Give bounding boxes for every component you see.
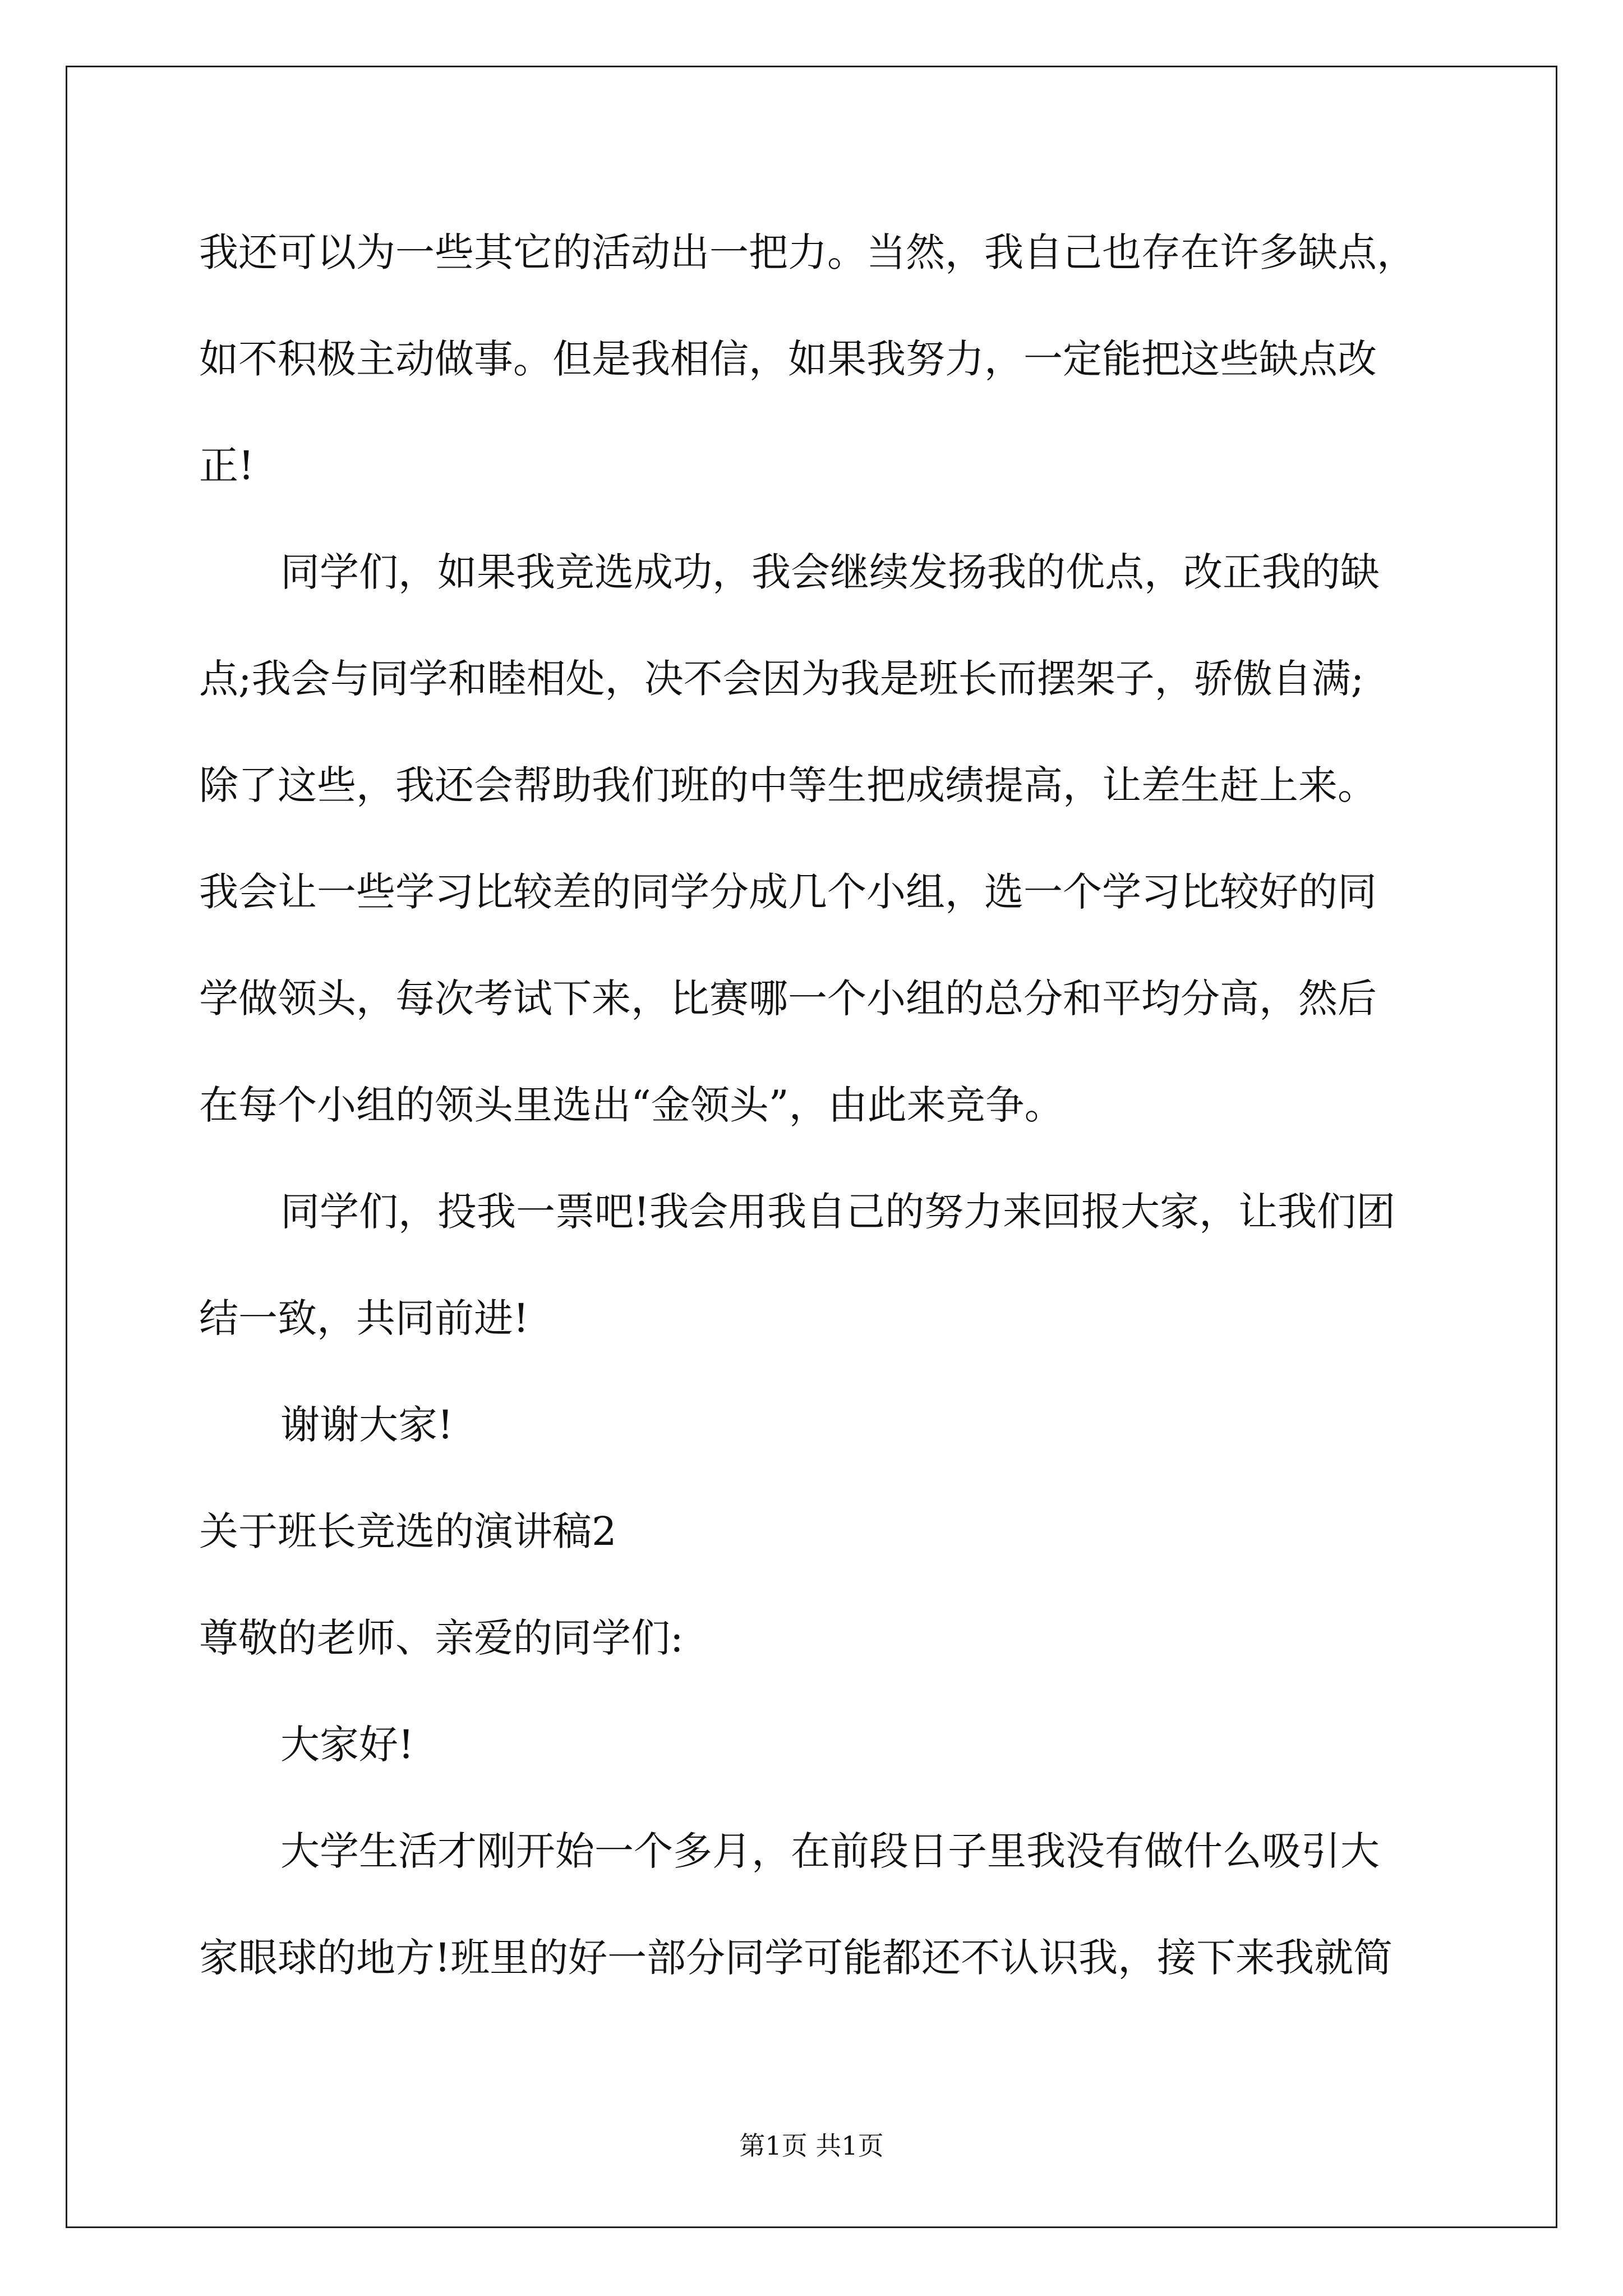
paragraph-line: 同学们，如果我竞选成功，我会继续发扬我的优点，改正我的缺: [280, 549, 1380, 595]
paragraph-line: 我会让一些学习比较差的同学分成几个小组，选一个学习比较好的同: [199, 869, 1377, 915]
paragraph-line: 我还可以为一些其它的活动出一把力。当然，我自己也存在许多缺点，: [199, 229, 1416, 275]
paragraph-line: 在每个小组的领头里选出“金领头”，由此来竞争。: [199, 1082, 1064, 1128]
paragraph-line: 点;我会与同学和睦相处，决不会因为我是班长而摆架子，骄傲自满;: [199, 656, 1364, 702]
paragraph-line: 正!: [199, 443, 255, 489]
greeting: 大家好!: [280, 1722, 414, 1768]
paragraph-line: 谢谢大家!: [280, 1402, 454, 1448]
paragraph-line: 除了这些，我还会帮助我们班的中等生把成绩提高，让差生赶上来。: [199, 762, 1377, 808]
page-border: [66, 66, 1557, 2228]
paragraph-line: 大学生活才刚开始一个多月，在前段日子里我没有做什么吸引大: [280, 1828, 1380, 1874]
section-heading: 关于班长竞选的演讲稿2: [199, 1508, 617, 1554]
paragraph-line: 学做领头，每次考试下来，比赛哪一个小组的总分和平均分高，然后: [199, 976, 1377, 1022]
paragraph-line: 结一致，共同前进!: [199, 1295, 529, 1341]
paragraph-line: 家眼球的地方!班里的好一部分同学可能都还不认识我，接下来我就简: [199, 1935, 1393, 1981]
page-footer: 第1页 共1页: [739, 2131, 884, 2161]
paragraph-line: 如不积极主动做事。但是我相信，如果我努力，一定能把这些缺点改: [199, 336, 1377, 382]
paragraph-line: 同学们，投我一票吧!我会用我自己的努力来回报大家，让我们团: [280, 1189, 1396, 1235]
salutation: 尊敬的老师、亲爱的同学们:: [199, 1615, 684, 1661]
